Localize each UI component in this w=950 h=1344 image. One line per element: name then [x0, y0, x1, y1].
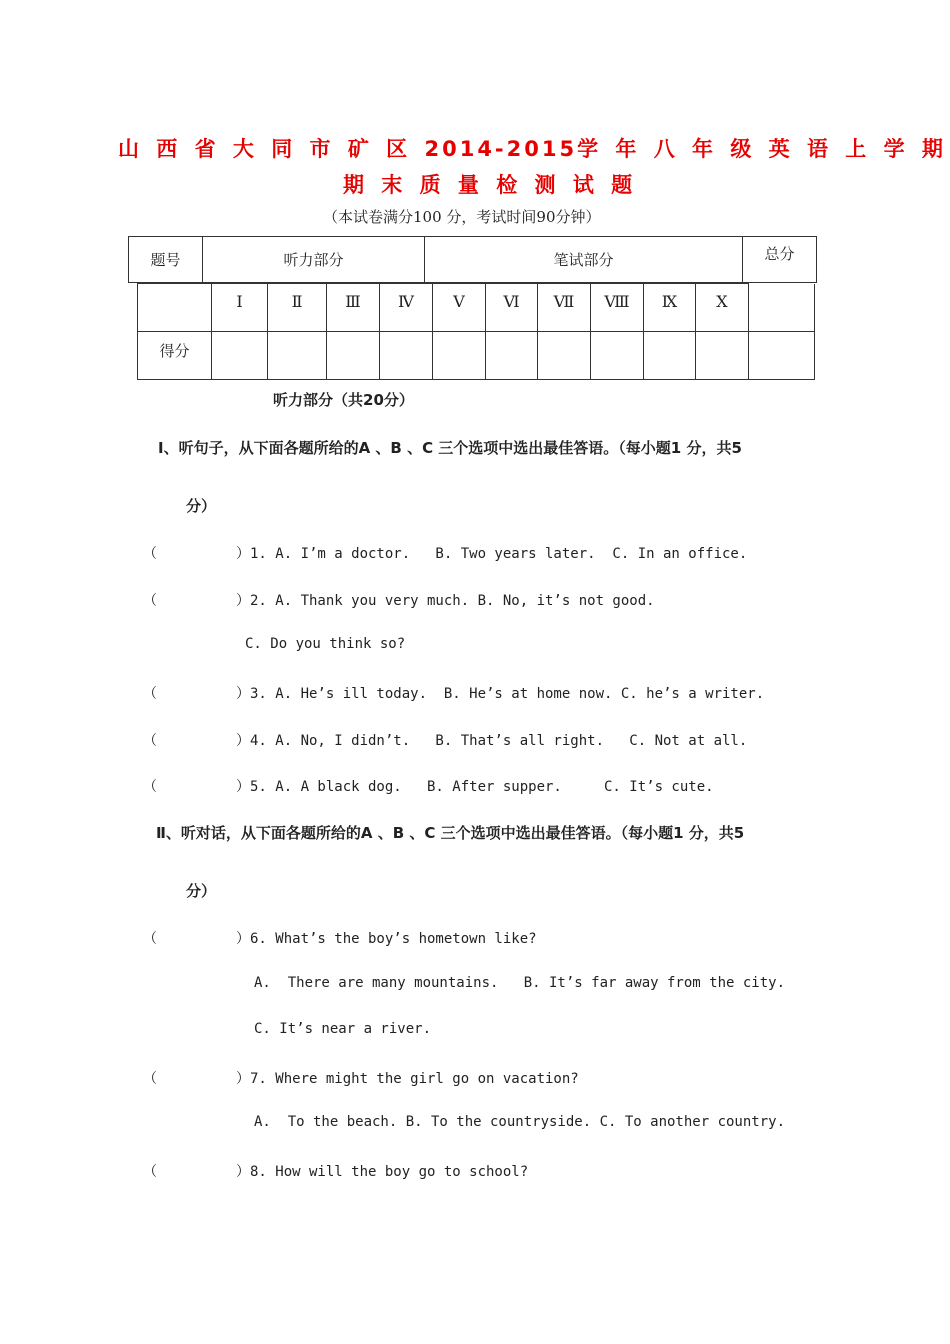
title-line-1: 山 西 省 大 同 市 矿 区 2014-2015学 年 八 年 级 英 语 上 学 期	[118, 137, 946, 161]
total-score-cell[interactable]	[749, 332, 815, 380]
answer-blank[interactable]: （	[143, 1164, 157, 1180]
score-cell[interactable]	[433, 332, 486, 380]
writing-cell: 笔试部分	[425, 237, 743, 283]
section1-instruction-cont: 分）	[186, 497, 217, 515]
question-4: ）4. A. No, I didn’t. B. That’s all right. C. Not at all.	[236, 733, 748, 749]
numeral-cell: Ⅶ	[538, 284, 591, 332]
numeral-cell: Ⅴ	[433, 284, 486, 332]
score-cell[interactable]	[538, 332, 591, 380]
numeral-cell: Ⅷ	[591, 284, 644, 332]
numeral-cell: Ⅵ	[486, 284, 538, 332]
score-cell[interactable]	[591, 332, 644, 380]
score-cell[interactable]	[212, 332, 268, 380]
score-cell[interactable]	[380, 332, 433, 380]
score-cell[interactable]	[327, 332, 380, 380]
answer-blank[interactable]: （	[143, 593, 157, 609]
question-7-options: A. To the beach. B. To the countryside. C. To another country.	[254, 1114, 786, 1130]
question-3: ）3. A. He’s ill today. B. He’s at home now. C. he’s a writer.	[236, 686, 765, 702]
listening-cell: 听力部分	[203, 237, 425, 283]
question-6-options-ab: A. There are many mountains. B. It’s far away from the city.	[254, 975, 786, 991]
blank-cell	[138, 284, 212, 332]
score-cell[interactable]	[486, 332, 538, 380]
score-cell[interactable]	[696, 332, 749, 380]
score-table	[137, 283, 815, 380]
answer-blank[interactable]: （	[143, 1071, 157, 1087]
question-7: ）7. Where might the girl go on vacation?	[236, 1071, 579, 1087]
answer-blank[interactable]: （	[143, 546, 157, 562]
question-6: ）6. What’s the boy’s hometown like?	[236, 931, 537, 947]
subtitle: （本试卷满分100 分，考试时间90分钟）	[323, 208, 601, 226]
numeral-row	[138, 284, 815, 332]
blank-cell	[749, 284, 815, 332]
question-1: ）1. A. I’m a doctor. B. Two years later. C. In an office.	[236, 546, 748, 562]
question-5: ）5. A. A black dog. B. After supper. C. It’s cute.	[236, 779, 714, 795]
numeral-cell: Ⅲ	[327, 284, 380, 332]
answer-blank[interactable]: （	[143, 686, 157, 702]
total-cell: 总分	[743, 237, 817, 283]
numeral-cell: Ⅰ	[212, 284, 268, 332]
question-8: ）8. How will the boy go to school?	[236, 1164, 529, 1180]
question-2-option-c: C. Do you think so?	[245, 636, 406, 652]
question-2: ）2. A. Thank you very much. B. No, it’s not good.	[236, 593, 655, 609]
numeral-cell: Ⅸ	[644, 284, 696, 332]
answer-blank[interactable]: （	[143, 779, 157, 795]
score-table-header	[128, 236, 817, 283]
numeral-cell: Ⅹ	[696, 284, 749, 332]
section1-instruction: Ⅰ、听句子，从下面各题所给的A 、B 、C 三个选项中选出最佳答语。（每小题1 分，共5	[158, 439, 742, 457]
listening-header: 听力部分（共20分）	[273, 391, 414, 409]
answer-blank[interactable]: （	[143, 733, 157, 749]
answer-blank[interactable]: （	[143, 931, 157, 947]
score-label: 得分	[138, 332, 212, 380]
score-cell[interactable]	[268, 332, 327, 380]
section2-instruction-cont: 分）	[186, 882, 217, 900]
numeral-cell: Ⅱ	[268, 284, 327, 332]
section2-instruction: Ⅱ、听对话，从下面各题所给的A 、B 、C 三个选项中选出最佳答语。（每小题1 分，共5	[156, 824, 745, 842]
numeral-cell: Ⅳ	[380, 284, 433, 332]
tihao-cell: 题号	[129, 237, 203, 283]
score-cell[interactable]	[644, 332, 696, 380]
title-line-2: 期 末 质 量 检 测 试 题	[343, 173, 636, 197]
score-row	[138, 332, 815, 380]
question-6-option-c: C. It’s near a river.	[254, 1021, 432, 1037]
